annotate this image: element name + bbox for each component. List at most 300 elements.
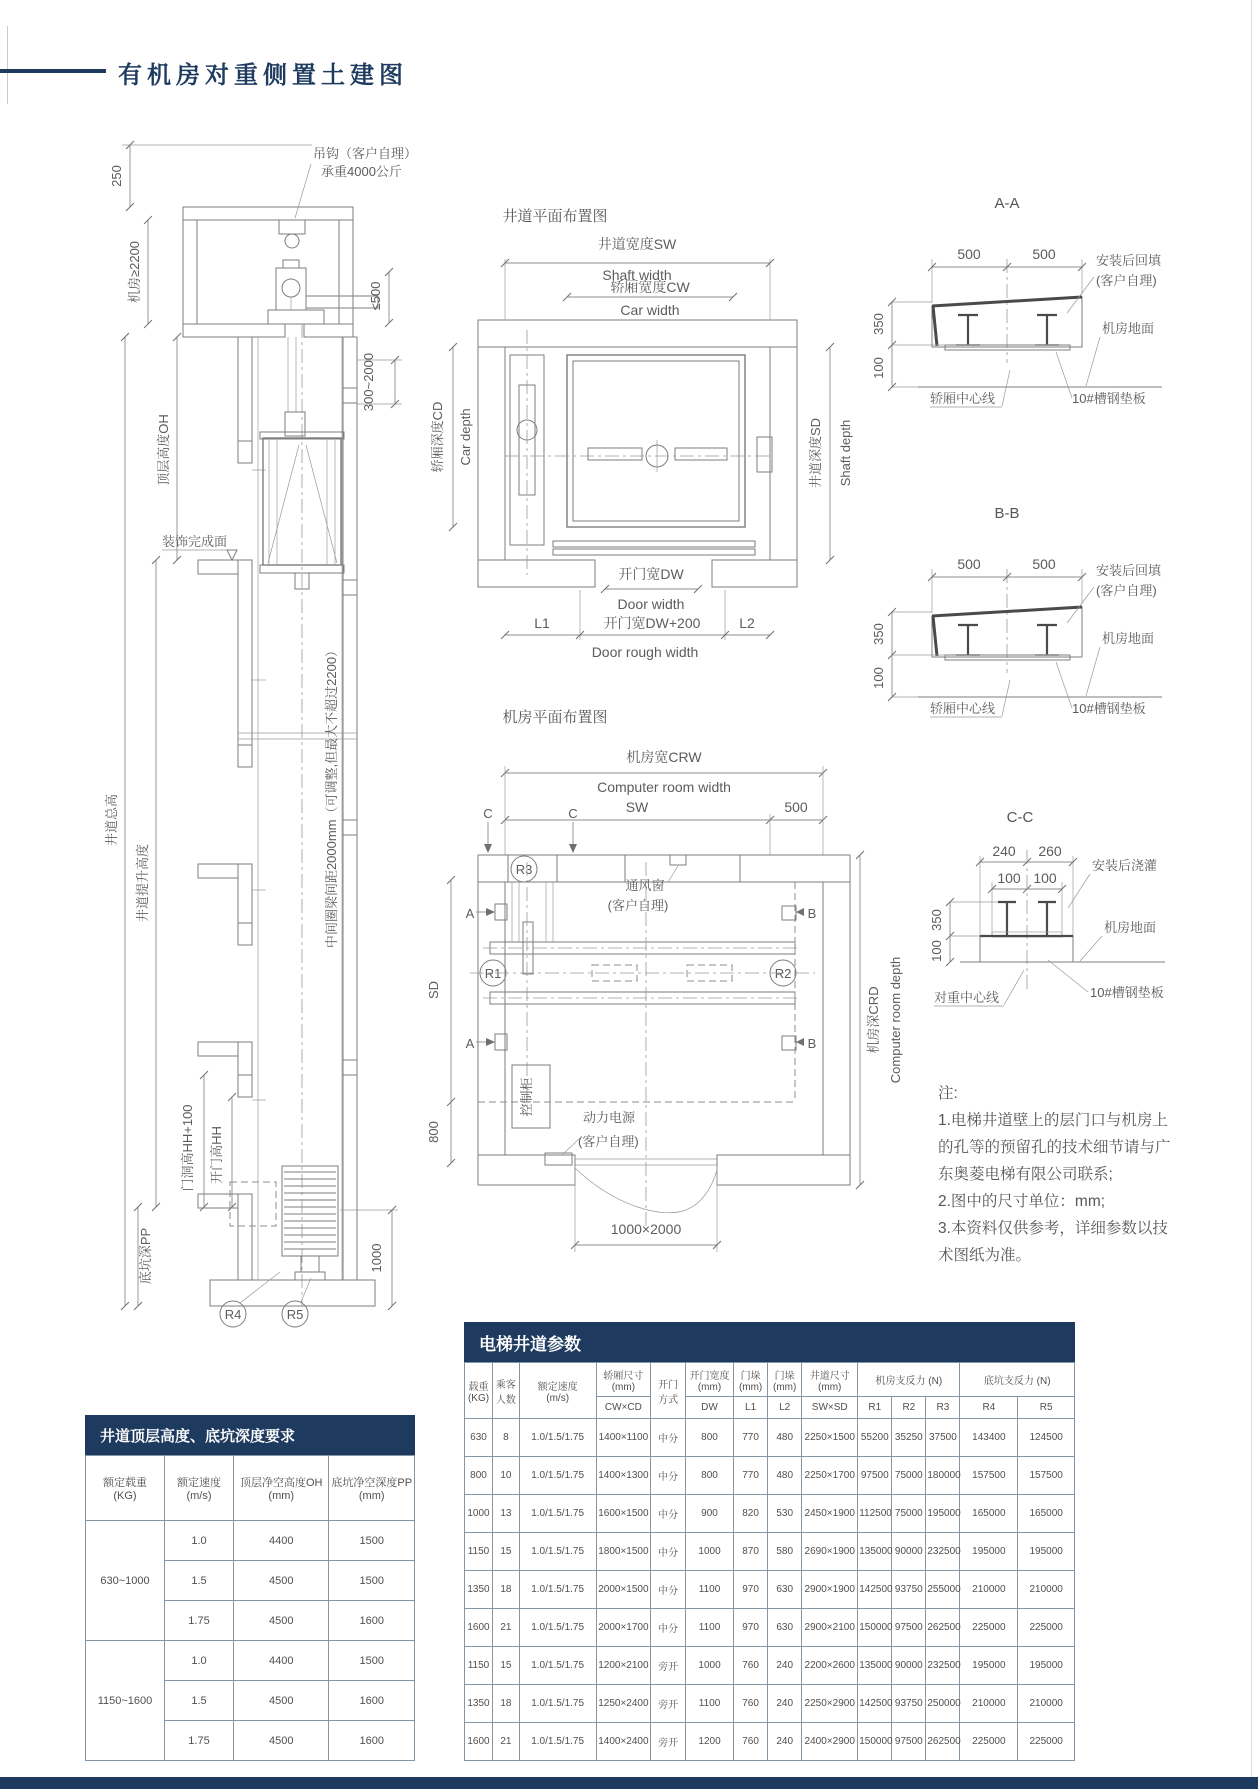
dim-crd-en: Computer room depth bbox=[888, 956, 903, 1084]
data-cell: 1.0/1.5/1.75 bbox=[519, 1495, 596, 1533]
data-cell: 1.75 bbox=[164, 1601, 233, 1641]
header-cell: R2 bbox=[892, 1397, 926, 1419]
title-rule bbox=[0, 69, 106, 73]
header-cell: 机房支反力 (N) bbox=[858, 1363, 960, 1397]
notes-title: 注: bbox=[938, 1085, 958, 1102]
data-cell: 4400 bbox=[234, 1641, 329, 1681]
data-cell: 1.75 bbox=[164, 1721, 233, 1761]
data-cell: 8 bbox=[493, 1419, 520, 1457]
header-cell: R1 bbox=[858, 1397, 892, 1419]
data-cell: 1000 bbox=[685, 1533, 733, 1571]
backfill-label: 安装后回填 bbox=[1096, 563, 1162, 578]
data-cell: 55200 bbox=[858, 1419, 892, 1457]
dim-100-right: 100 bbox=[1033, 870, 1057, 886]
control-cabinet-label: 控制柜 bbox=[519, 1077, 534, 1117]
data-cell: 75000 bbox=[892, 1495, 926, 1533]
headroom-pit-table bbox=[85, 1415, 415, 1761]
header-cell: 门垛 (mm) bbox=[734, 1363, 768, 1397]
dim-le500: ≤500 bbox=[368, 281, 383, 311]
data-cell: 195000 bbox=[960, 1533, 1018, 1571]
header-cell: 轿厢尺寸 (mm) bbox=[596, 1363, 651, 1397]
data-cell: 195000 bbox=[960, 1647, 1018, 1685]
table-row bbox=[465, 1685, 1075, 1723]
dim-car-width-cn: 轿厢宽度CW bbox=[610, 279, 690, 295]
dim-240: 240 bbox=[992, 843, 1016, 859]
shaft-parameter-table-title: 电梯井道参数 bbox=[464, 1322, 1075, 1362]
data-cell: 中分 bbox=[651, 1495, 686, 1533]
data-cell: 580 bbox=[768, 1533, 802, 1571]
data-cell: 142500 bbox=[858, 1685, 892, 1723]
data-cell: 195000 bbox=[1018, 1647, 1075, 1685]
dim-car-width-en: Car width bbox=[620, 302, 680, 318]
header-cell: R4 bbox=[960, 1397, 1018, 1419]
data-cell: 630 bbox=[768, 1609, 802, 1647]
section-mark-b: B bbox=[807, 1036, 817, 1051]
header-row bbox=[86, 1456, 415, 1521]
data-cell: 1600×1500 bbox=[596, 1495, 651, 1533]
shaft-section-drawing bbox=[80, 120, 420, 1335]
data-cell: 1400×1300 bbox=[596, 1457, 651, 1495]
data-cell: 21 bbox=[493, 1723, 520, 1761]
data-cell: 2000×1700 bbox=[596, 1609, 651, 1647]
data-cell: 15 bbox=[493, 1533, 520, 1571]
hook-capacity-label: 承重4000公斤 bbox=[321, 164, 402, 179]
reaction-r5-label: R5 bbox=[286, 1307, 304, 1322]
cwt-centerline-label: 对重中心线 bbox=[934, 990, 1000, 1005]
machine-plan-dimensions-top bbox=[483, 749, 827, 855]
data-cell: 135000 bbox=[858, 1647, 892, 1685]
data-cell: 1250×2400 bbox=[596, 1685, 651, 1723]
channel-plate-label: 10#槽钢垫板 bbox=[1090, 985, 1164, 1000]
section-aa-content bbox=[871, 246, 1162, 407]
data-cell: 165000 bbox=[1018, 1495, 1075, 1533]
dim-l2: L2 bbox=[739, 615, 755, 631]
machine-plan-title: 机房平面布置图 bbox=[502, 709, 608, 726]
section-mark-a: A bbox=[465, 906, 475, 921]
car-centerline-label: 轿厢中心线 bbox=[930, 391, 996, 406]
dim-machine-door: 1000×2000 bbox=[610, 1221, 682, 1237]
data-cell: 2900×1900 bbox=[802, 1571, 858, 1609]
dim-roof: 250 bbox=[109, 165, 124, 187]
page-edge-line bbox=[7, 26, 8, 104]
dim-shaft-total-height: 井道总高 bbox=[104, 793, 119, 847]
dim-500-right: 500 bbox=[1032, 556, 1056, 572]
data-cell: 18 bbox=[493, 1685, 520, 1723]
hook-label: 吊钩（客户自理） bbox=[313, 146, 418, 161]
shaft-plan-walls bbox=[478, 320, 797, 587]
data-cell: 250000 bbox=[926, 1685, 960, 1723]
data-cell: 1800×1500 bbox=[596, 1533, 651, 1571]
data-cell: 225000 bbox=[1018, 1723, 1075, 1761]
section-mark-c: C bbox=[483, 806, 493, 821]
data-cell: 1.0/1.5/1.75 bbox=[519, 1419, 596, 1457]
data-cell: 2900×2100 bbox=[802, 1609, 858, 1647]
reaction-r4-label: R4 bbox=[224, 1307, 242, 1322]
data-cell: 135000 bbox=[858, 1533, 892, 1571]
section-aa-title: A-A bbox=[994, 195, 1020, 212]
header-cell: 额定载重 (KG) bbox=[86, 1456, 165, 1521]
power-supply-label: 动力电源 bbox=[583, 1110, 636, 1125]
data-cell: 1100 bbox=[685, 1685, 733, 1723]
dim-500-right: 500 bbox=[1032, 246, 1056, 262]
data-cell: 1.0/1.5/1.75 bbox=[519, 1685, 596, 1723]
header-cell: 门垛 (mm) bbox=[768, 1363, 802, 1397]
header-cell: 载重 (KG) bbox=[465, 1363, 493, 1419]
backfill-owner-label: (客户自理) bbox=[1096, 583, 1157, 598]
data-cell: 90000 bbox=[892, 1533, 926, 1571]
data-cell: 800 bbox=[465, 1457, 493, 1495]
data-cell: 1500 bbox=[329, 1561, 415, 1601]
data-cell: 225000 bbox=[1018, 1609, 1075, 1647]
data-cell: 232500 bbox=[926, 1647, 960, 1685]
data-cell: 1000 bbox=[465, 1495, 493, 1533]
dim-800: 800 bbox=[426, 1121, 441, 1143]
power-supply-owner-label: (客户自理) bbox=[578, 1134, 639, 1149]
data-cell: 中分 bbox=[651, 1419, 686, 1457]
data-cell: 中分 bbox=[651, 1571, 686, 1609]
header-cell: CW×CD bbox=[596, 1397, 651, 1419]
shaft-plan-drawing bbox=[420, 175, 860, 675]
data-cell: 2250×1700 bbox=[802, 1457, 858, 1495]
data-cell: 18 bbox=[493, 1571, 520, 1609]
dim-crw-en: Computer room width bbox=[597, 779, 731, 795]
section-cc-title: C-C bbox=[1006, 809, 1034, 826]
dim-crw-cn: 机房宽CRW bbox=[626, 749, 702, 765]
header-row bbox=[465, 1363, 1075, 1397]
data-cell: 2200×2600 bbox=[802, 1647, 858, 1685]
header-cell: R5 bbox=[1018, 1397, 1075, 1419]
header-cell: SW×SD bbox=[802, 1397, 858, 1419]
data-cell: 93750 bbox=[892, 1571, 926, 1609]
section-cc-content bbox=[929, 843, 1165, 1006]
dim-machine-room-height: 机房≥2200 bbox=[127, 240, 142, 304]
data-cell: 165000 bbox=[960, 1495, 1018, 1533]
data-cell: 1.0/1.5/1.75 bbox=[519, 1457, 596, 1495]
dim-pit-1000: 1000 bbox=[369, 1243, 384, 1273]
headroom-pit-table-grid bbox=[85, 1455, 415, 1761]
data-cell: 630~1000 bbox=[86, 1521, 165, 1641]
data-cell: 480 bbox=[768, 1419, 802, 1457]
data-cell: 240 bbox=[768, 1647, 802, 1685]
data-cell: 中分 bbox=[651, 1609, 686, 1647]
data-cell: 232500 bbox=[926, 1533, 960, 1571]
data-cell: 4400 bbox=[234, 1521, 329, 1561]
table-row bbox=[465, 1533, 1075, 1571]
shaft-plan-car bbox=[505, 330, 770, 575]
data-cell: 37500 bbox=[926, 1419, 960, 1457]
dim-100: 100 bbox=[871, 667, 886, 689]
notes-lines bbox=[938, 1107, 1243, 1269]
dim-350: 350 bbox=[929, 909, 944, 931]
dim-shaft-width-en: Shaft width bbox=[602, 267, 672, 283]
dim-100-left: 100 bbox=[997, 870, 1021, 886]
machine-floor-label: 机房地面 bbox=[1102, 631, 1155, 646]
data-cell: 870 bbox=[734, 1533, 768, 1571]
dim-350: 350 bbox=[871, 313, 886, 335]
data-cell: 1.0/1.5/1.75 bbox=[519, 1533, 596, 1571]
dim-ring-spacing-top: 300~2000 bbox=[361, 352, 376, 412]
notes-block bbox=[938, 1080, 1243, 1269]
table-row bbox=[465, 1457, 1075, 1495]
section-mark-a: A bbox=[465, 1036, 475, 1051]
data-cell: 900 bbox=[685, 1495, 733, 1533]
data-cell: 157500 bbox=[960, 1457, 1018, 1495]
data-cell: 240 bbox=[768, 1685, 802, 1723]
notes-line: 1.电梯井道壁上的层门口与机房上 bbox=[938, 1112, 1168, 1129]
grout-label: 安装后浇灌 bbox=[1092, 858, 1158, 873]
data-cell: 262500 bbox=[926, 1723, 960, 1761]
data-cell: 112500 bbox=[858, 1495, 892, 1533]
section-bb-content bbox=[871, 556, 1162, 717]
data-cell: 210000 bbox=[960, 1685, 1018, 1723]
dim-overhead: 顶层高度OH bbox=[156, 414, 171, 486]
data-cell: 210000 bbox=[960, 1571, 1018, 1609]
dim-door-opening-height: 门洞高HH+100 bbox=[180, 1104, 195, 1192]
data-cell: 143400 bbox=[960, 1419, 1018, 1457]
data-cell: 1600 bbox=[329, 1681, 415, 1721]
notes-line: 东奥菱电梯有限公司联系; bbox=[938, 1166, 1113, 1183]
data-cell: 142500 bbox=[858, 1571, 892, 1609]
data-cell: 820 bbox=[734, 1495, 768, 1533]
data-cell: 旁开 bbox=[651, 1723, 686, 1761]
header-cell: L1 bbox=[734, 1397, 768, 1419]
dim-500: 500 bbox=[784, 799, 808, 815]
data-cell: 1.0 bbox=[164, 1641, 233, 1681]
data-cell: 1500 bbox=[329, 1641, 415, 1681]
data-cell: 4500 bbox=[234, 1721, 329, 1761]
data-cell: 1.0/1.5/1.75 bbox=[519, 1723, 596, 1761]
data-cell: 1.0/1.5/1.75 bbox=[519, 1571, 596, 1609]
data-cell: 中分 bbox=[651, 1457, 686, 1495]
data-cell: 1.5 bbox=[164, 1561, 233, 1601]
page-title: 有机房对重侧置土建图 bbox=[118, 62, 408, 89]
machine-floor-label: 机房地面 bbox=[1104, 920, 1157, 935]
data-cell: 630 bbox=[465, 1419, 493, 1457]
header-cell: DW bbox=[685, 1397, 733, 1419]
reaction-r1-label: R1 bbox=[484, 966, 502, 981]
data-cell: 210000 bbox=[1018, 1685, 1075, 1723]
data-cell: 2450×1900 bbox=[802, 1495, 858, 1533]
table-row bbox=[465, 1723, 1075, 1761]
data-cell: 1150 bbox=[465, 1533, 493, 1571]
dim-ring-beam-note: 中间圈梁间距2000mm（可调整,但最大不超过2200） bbox=[324, 643, 339, 949]
data-cell: 75000 bbox=[892, 1457, 926, 1495]
dim-l1: L1 bbox=[534, 615, 550, 631]
data-cell: 90000 bbox=[892, 1647, 926, 1685]
data-cell: 1600 bbox=[465, 1609, 493, 1647]
data-cell: 800 bbox=[685, 1419, 733, 1457]
section-bb-drawing bbox=[860, 485, 1190, 725]
data-cell: 4500 bbox=[234, 1561, 329, 1601]
data-cell: 1600 bbox=[329, 1721, 415, 1761]
vent-window-label: 通风窗 bbox=[625, 878, 665, 893]
data-cell: 1100 bbox=[685, 1609, 733, 1647]
notes-line: 3.本资料仅供参考，详细参数以技 bbox=[938, 1220, 1168, 1237]
data-cell: 旁开 bbox=[651, 1685, 686, 1723]
notes-line: 的孔等的预留孔的技术细节请与广 bbox=[938, 1139, 1171, 1156]
header-cell: 乘客 人数 bbox=[493, 1363, 520, 1419]
data-cell: 13 bbox=[493, 1495, 520, 1533]
header-cell: 底坑支反力 (N) bbox=[960, 1363, 1075, 1397]
data-cell: 240 bbox=[768, 1723, 802, 1761]
finished-surface-label: 装饰完成面 bbox=[162, 534, 228, 549]
data-cell: 1150~1600 bbox=[86, 1641, 165, 1761]
dim-door-width-en: Door width bbox=[617, 596, 685, 612]
data-cell: 1000 bbox=[685, 1647, 733, 1685]
data-cell: 1.0/1.5/1.75 bbox=[519, 1609, 596, 1647]
dim-shaft-depth-en: Shaft depth bbox=[838, 419, 853, 487]
data-cell: 10 bbox=[493, 1457, 520, 1495]
header-cell: R3 bbox=[926, 1397, 960, 1419]
notes-line: 2.图中的尺寸单位：mm; bbox=[938, 1193, 1106, 1210]
header-cell: 开门宽度 (mm) bbox=[685, 1363, 733, 1397]
data-cell: 225000 bbox=[960, 1723, 1018, 1761]
table-row bbox=[465, 1419, 1075, 1457]
data-cell: 225000 bbox=[960, 1609, 1018, 1647]
header-cell: 额定速度 (m/s) bbox=[519, 1363, 596, 1419]
section-dimensions bbox=[104, 141, 417, 1327]
reaction-r2-label: R2 bbox=[774, 966, 792, 981]
dim-350: 350 bbox=[871, 623, 886, 645]
data-cell: 150000 bbox=[858, 1723, 892, 1761]
machine-room-plan-drawing bbox=[420, 670, 930, 1295]
data-cell: 530 bbox=[768, 1495, 802, 1533]
vent-window-owner-label: (客户自理) bbox=[607, 898, 669, 913]
dim-sw: SW bbox=[625, 799, 649, 815]
data-cell: 195000 bbox=[1018, 1533, 1075, 1571]
data-cell: 35250 bbox=[892, 1419, 926, 1457]
data-cell: 93750 bbox=[892, 1685, 926, 1723]
machine-floor-label: 机房地面 bbox=[1102, 321, 1155, 336]
data-cell: 4500 bbox=[234, 1681, 329, 1721]
table-row bbox=[465, 1609, 1075, 1647]
channel-plate-label: 10#槽钢垫板 bbox=[1072, 391, 1146, 406]
data-cell: 1600 bbox=[465, 1723, 493, 1761]
dim-shaft-width-cn: 井道宽度SW bbox=[597, 236, 677, 252]
data-cell: 1.5 bbox=[164, 1681, 233, 1721]
data-cell: 1.0 bbox=[164, 1521, 233, 1561]
data-cell: 262500 bbox=[926, 1609, 960, 1647]
data-cell: 760 bbox=[734, 1647, 768, 1685]
data-cell: 2400×2900 bbox=[802, 1723, 858, 1761]
table-row bbox=[86, 1521, 415, 1561]
data-cell: 97500 bbox=[892, 1723, 926, 1761]
data-cell: 255000 bbox=[926, 1571, 960, 1609]
data-cell: 1400×2400 bbox=[596, 1723, 651, 1761]
dim-car-depth-en: Car depth bbox=[458, 408, 473, 466]
data-cell: 2000×1500 bbox=[596, 1571, 651, 1609]
data-cell: 1350 bbox=[465, 1571, 493, 1609]
backfill-label: 安装后回填 bbox=[1096, 253, 1162, 268]
section-mark-b: B bbox=[807, 906, 817, 921]
table-row bbox=[465, 1495, 1075, 1533]
table-row bbox=[465, 1571, 1075, 1609]
data-cell: 150000 bbox=[858, 1609, 892, 1647]
header-cell: 底坑净空深度PP (mm) bbox=[329, 1456, 415, 1521]
data-cell: 760 bbox=[734, 1685, 768, 1723]
channel-plate-label: 10#槽钢垫板 bbox=[1072, 701, 1146, 716]
machine-plan-labels bbox=[426, 851, 903, 1252]
section-bb-title: B-B bbox=[994, 505, 1020, 522]
data-cell: 2250×1500 bbox=[802, 1419, 858, 1457]
data-cell: 195000 bbox=[926, 1495, 960, 1533]
dim-travel-height: 井道提升高度 bbox=[135, 843, 150, 923]
backfill-owner-label: (客户自理) bbox=[1096, 273, 1157, 288]
table-row bbox=[86, 1641, 415, 1681]
dim-car-depth-cn: 轿厢深度CD bbox=[430, 401, 445, 473]
header-cell: 开门 方式 bbox=[651, 1363, 686, 1419]
headroom-pit-table-title: 井道顶层高度、底坑深度要求 bbox=[85, 1415, 415, 1455]
dim-260: 260 bbox=[1038, 843, 1062, 859]
dim-door-height: 开门高HH bbox=[209, 1126, 224, 1184]
data-cell: 770 bbox=[734, 1457, 768, 1495]
footer-bar bbox=[0, 1777, 1258, 1789]
dim-door-width-cn: 开门宽DW bbox=[618, 566, 684, 582]
data-cell: 180000 bbox=[926, 1457, 960, 1495]
machine-room-structure bbox=[122, 145, 378, 412]
data-cell: 1.0/1.5/1.75 bbox=[519, 1647, 596, 1685]
dim-100: 100 bbox=[871, 357, 886, 379]
shaft-plan-title: 井道平面布置图 bbox=[502, 208, 608, 225]
data-cell: 630 bbox=[768, 1571, 802, 1609]
section-mark-c: C bbox=[568, 806, 578, 821]
dim-door-rough-cn: 开门宽DW+200 bbox=[603, 615, 701, 631]
dim-500-left: 500 bbox=[957, 556, 981, 572]
header-cell: 额定速度 (m/s) bbox=[164, 1456, 233, 1521]
header-cell: 井道尺寸 (mm) bbox=[802, 1363, 858, 1397]
dim-500-left: 500 bbox=[957, 246, 981, 262]
shaft-parameter-table-grid bbox=[464, 1362, 1075, 1761]
data-cell: 1350 bbox=[465, 1685, 493, 1723]
reaction-r3-label: R3 bbox=[515, 862, 533, 877]
section-cc-drawing bbox=[920, 790, 1190, 1070]
dim-100: 100 bbox=[929, 940, 944, 962]
section-aa-drawing bbox=[860, 175, 1190, 415]
data-cell: 210000 bbox=[1018, 1571, 1075, 1609]
data-cell: 97500 bbox=[892, 1609, 926, 1647]
header-cell: 顶层净空高度OH (mm) bbox=[234, 1456, 329, 1521]
data-cell: 旁开 bbox=[651, 1647, 686, 1685]
data-cell: 480 bbox=[768, 1457, 802, 1495]
dim-crd-cn: 机房深CRD bbox=[866, 986, 881, 1054]
data-cell: 4500 bbox=[234, 1601, 329, 1641]
data-cell: 770 bbox=[734, 1419, 768, 1457]
data-cell: 124500 bbox=[1018, 1419, 1075, 1457]
page-edge-line bbox=[1251, 0, 1252, 1789]
data-cell: 970 bbox=[734, 1609, 768, 1647]
data-cell: 760 bbox=[734, 1723, 768, 1761]
data-cell: 97500 bbox=[858, 1457, 892, 1495]
shaft-walls bbox=[198, 324, 375, 1306]
data-cell: 970 bbox=[734, 1571, 768, 1609]
car-centerline-label: 轿厢中心线 bbox=[930, 701, 996, 716]
dim-shaft-depth-cn: 井道深度SD bbox=[808, 417, 823, 489]
pit-equipment bbox=[230, 1166, 338, 1280]
table-row bbox=[465, 1647, 1075, 1685]
dim-pit-depth: 底坑深PP bbox=[138, 1227, 153, 1285]
data-cell: 1100 bbox=[685, 1571, 733, 1609]
data-cell: 1150 bbox=[465, 1647, 493, 1685]
data-cell: 1200×2100 bbox=[596, 1647, 651, 1685]
data-cell: 157500 bbox=[1018, 1457, 1075, 1495]
data-cell: 2690×1900 bbox=[802, 1533, 858, 1571]
shaft-parameter-table bbox=[464, 1322, 1075, 1761]
data-cell: 中分 bbox=[651, 1533, 686, 1571]
data-cell: 2250×2900 bbox=[802, 1685, 858, 1723]
data-cell: 1200 bbox=[685, 1723, 733, 1761]
data-cell: 15 bbox=[493, 1647, 520, 1685]
dim-door-rough-en: Door rough width bbox=[591, 644, 699, 660]
